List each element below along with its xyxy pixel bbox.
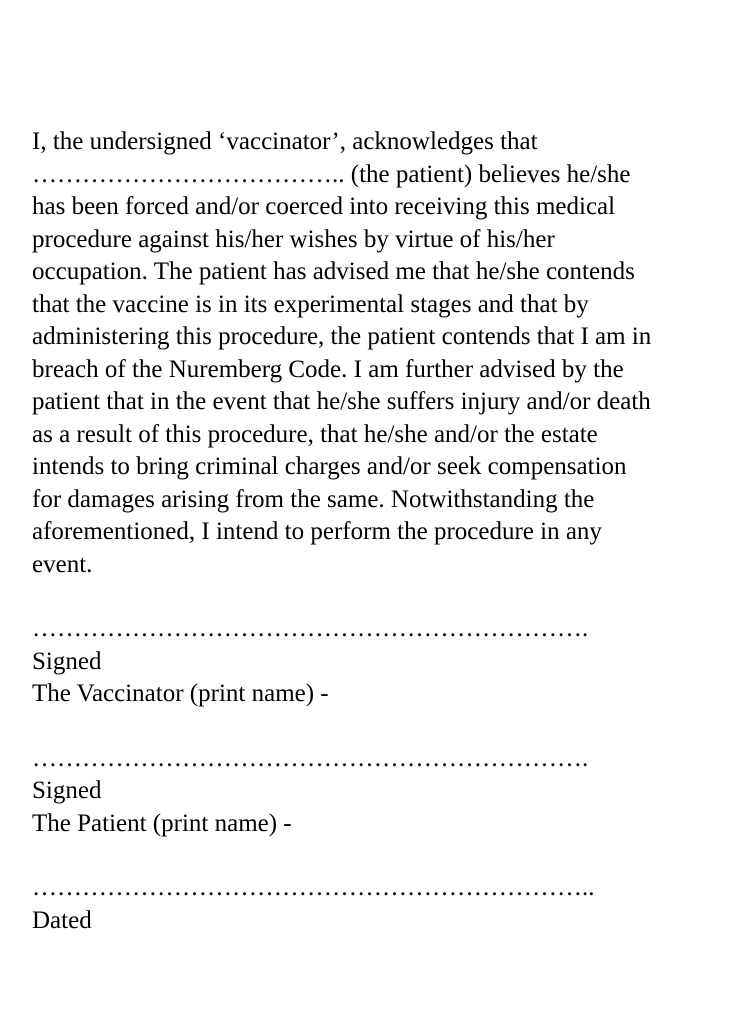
- paragraph-line: that the vaccine is in its experimental stages and that by: [32, 290, 589, 318]
- paragraph-line: procedure against his/her wishes by virtue of his/her: [32, 225, 555, 253]
- acknowledgement-paragraph: [32, 126, 732, 581]
- paragraph-line: event.: [32, 550, 93, 578]
- paragraph-line: aforementioned, I intend to perform the procedure in any: [32, 518, 602, 545]
- spacer: [32, 581, 732, 613]
- date-line: …………………………………………………………..: [32, 874, 595, 901]
- date-block: [32, 872, 732, 937]
- patient-print-name-label: The Patient (print name) -: [32, 809, 292, 837]
- paragraph-line: has been forced and/or coerced into receiving this medical: [32, 193, 616, 220]
- dated-label: Dated: [32, 906, 92, 934]
- patient-signature-line: ………………………………………………………….: [32, 744, 589, 772]
- paragraph-line: breach of the Nuremberg Code. I am further advised by the: [32, 355, 624, 383]
- spacer: [32, 711, 732, 743]
- paragraph-line: intends to bring criminal charges and/or seek compensation: [32, 453, 627, 480]
- consent-document: [32, 126, 732, 937]
- paragraph-line: administering this procedure, the patient contends that I am in: [32, 323, 652, 350]
- paragraph-line: patient that in the event that he/she suffers injury and/or death: [32, 388, 651, 415]
- vaccinator-print-name-label: The Vaccinator (print name) -: [32, 680, 329, 707]
- vaccinator-signature-block: [32, 613, 732, 711]
- spacer: [32, 840, 732, 872]
- paragraph-line: as a result of this procedure, that he/she and/or the estate: [32, 420, 598, 448]
- paragraph-line: ……………………………….. (the patient) believes he/she: [32, 160, 631, 188]
- paragraph-line: occupation. The patient has advised me that he/she contends: [32, 258, 635, 285]
- vaccinator-signed-label: Signed: [32, 647, 102, 675]
- paragraph-line: I, the undersigned ‘vaccinator’, acknowledges that: [32, 128, 538, 155]
- vaccinator-signature-line: ………………………………………………………….: [32, 615, 589, 642]
- patient-signature-block: [32, 743, 732, 841]
- paragraph-line: for damages arising from the same. Notwithstanding the: [32, 485, 595, 513]
- patient-signed-label: Signed: [32, 777, 102, 804]
